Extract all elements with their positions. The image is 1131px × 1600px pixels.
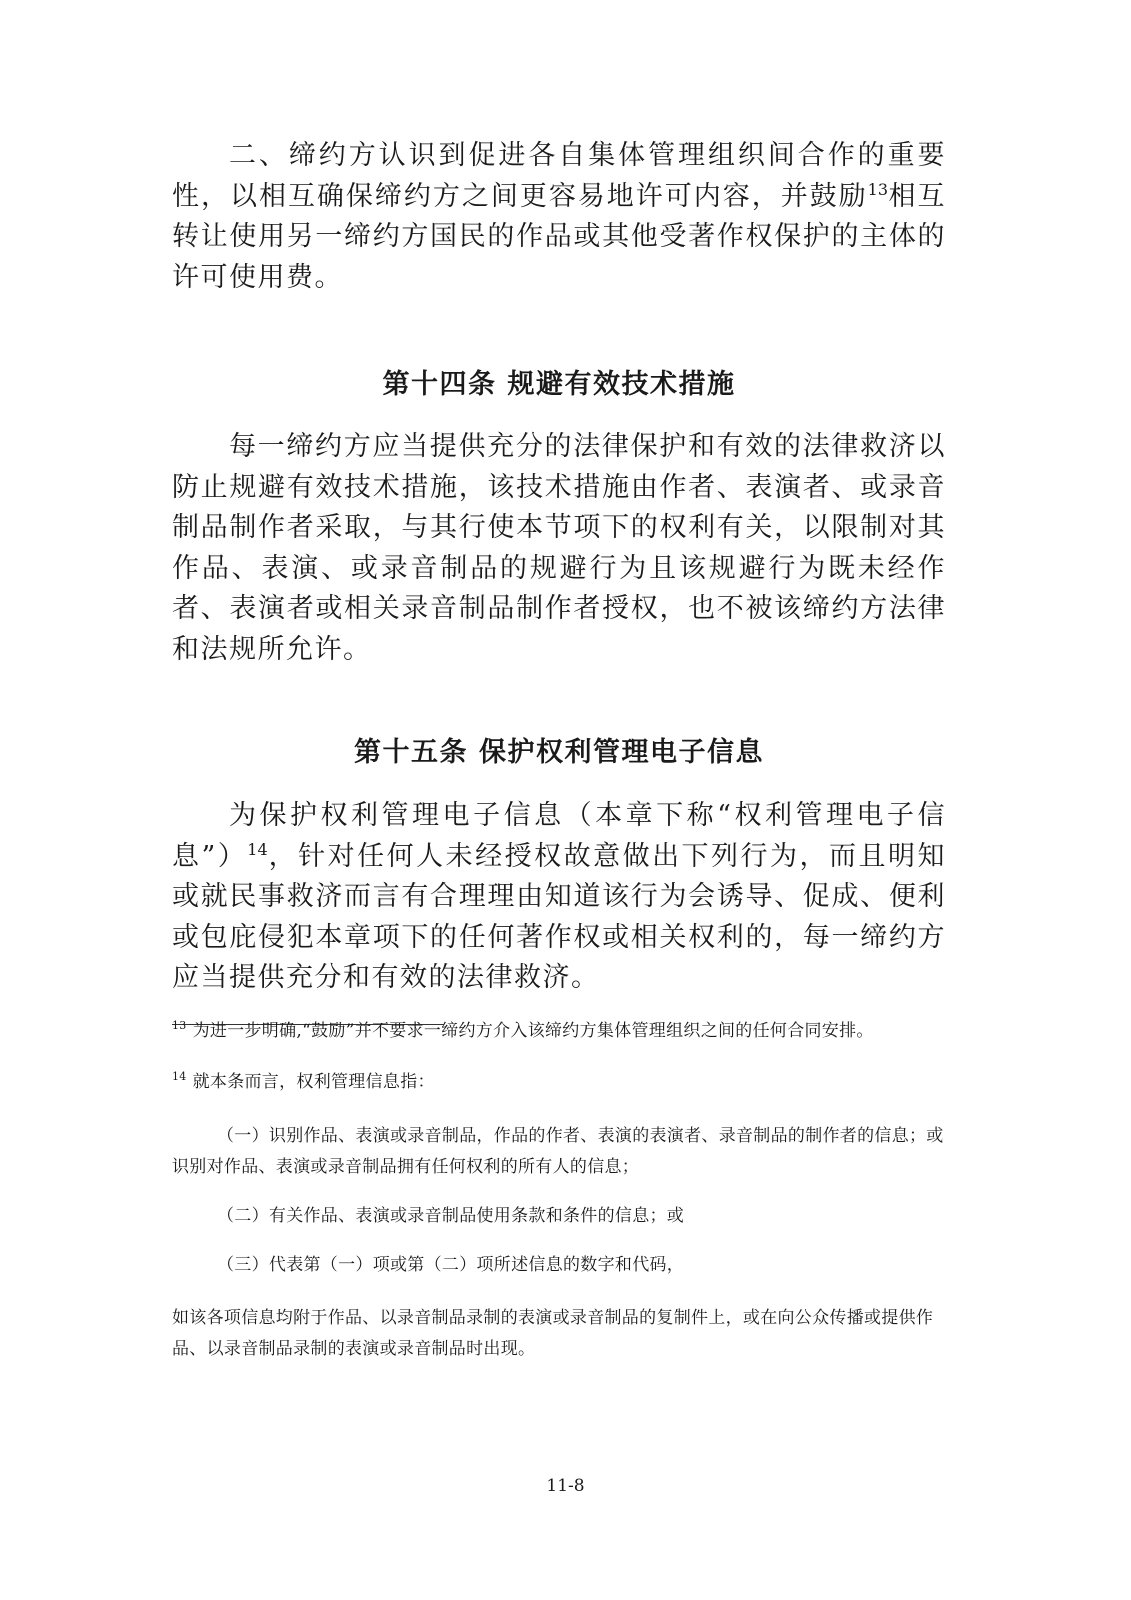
footnote-14 <box>172 1067 972 1098</box>
article-14-heading: 第十四条 规避有效技术措施 <box>382 369 736 400</box>
paragraph-text: 二、缔约方认识到促进各自集体管理组织间合作的重要性，以相互确保缔约方之间更容易地许可内容，并鼓励 <box>172 140 946 212</box>
paragraph-text: 为保护权利管理电子信息（本章下称“权利管理电子信息”） <box>172 800 946 872</box>
footnote-mark-13: 13 <box>172 1019 187 1033</box>
paragraph-text: 每一缔约方应当提供充分的法律保护和有效的法律救济以防止规避有效技术措施，该技术措施由作者、表演者、或录音制品制作者采取，与其行使本节项下的权利有关，以限制对其作品、表演、或录音制品的规避行为且该规避行为既未经作者、表演者或相关录音制品制作者授权，也不被该缔约方法律和法规所允许。 <box>172 431 946 665</box>
footnote-intro: 就本条而言，权利管理信息指： <box>192 1072 435 1092</box>
article-15-paragraph <box>172 796 946 999</box>
footnote-14-closing: 如该各项信息均附于作品、以录音制品录制的表演或录音制品的复制件上，或在向公众传播或提供作品、以录音制品录制的表演或录音制品时出现。 <box>172 1308 934 1359</box>
paragraph-text: ，针对任何人未经授权故意做出下列行为，而且明知或就民事救济而言有合理理由知道该行为会诱导、促成、便利或包庇侵犯本章项下的任何著作权或相关权利的，每一缔约方应当提供充分和有效的法律救济。 <box>172 840 947 993</box>
page-number: 11-8 <box>546 1476 585 1496</box>
footnote-reference-14[interactable]: 14 <box>247 839 268 859</box>
footnote-13 <box>172 1016 972 1047</box>
paragraph-text: 相互转让使用另一缔约方国民的作品或其他受著作权保护的主体的许可使用费。 <box>172 180 947 293</box>
footnote-text: 为进一步明确,“鼓励”并不要求一缔约方介入该缔约方集体管理组织之间的任何合同安排。 <box>192 1021 874 1041</box>
article-14-paragraph <box>172 427 946 670</box>
footnote-14-item-3: （三）代表第（一）项或第（二）项所述信息的数字和代码， <box>217 1255 685 1275</box>
footnote-reference-13[interactable]: 13 <box>867 179 889 199</box>
footnote-14-item-1: （一）识别作品、表演或录音制品，作品的作者、表演的表演者、录音制品的制作者的信息；或识别对作品、表演或录音制品拥有任何权利的所有人的信息； <box>172 1126 944 1177</box>
article-15-heading: 第十五条 保护权利管理电子信息 <box>354 737 764 768</box>
footnote-14-item-2: （二）有关作品、表演或录音制品使用条款和条件的信息；或 <box>217 1206 685 1226</box>
article-13-paragraph-2 <box>172 136 946 298</box>
footnote-mark-14: 14 <box>172 1070 187 1084</box>
